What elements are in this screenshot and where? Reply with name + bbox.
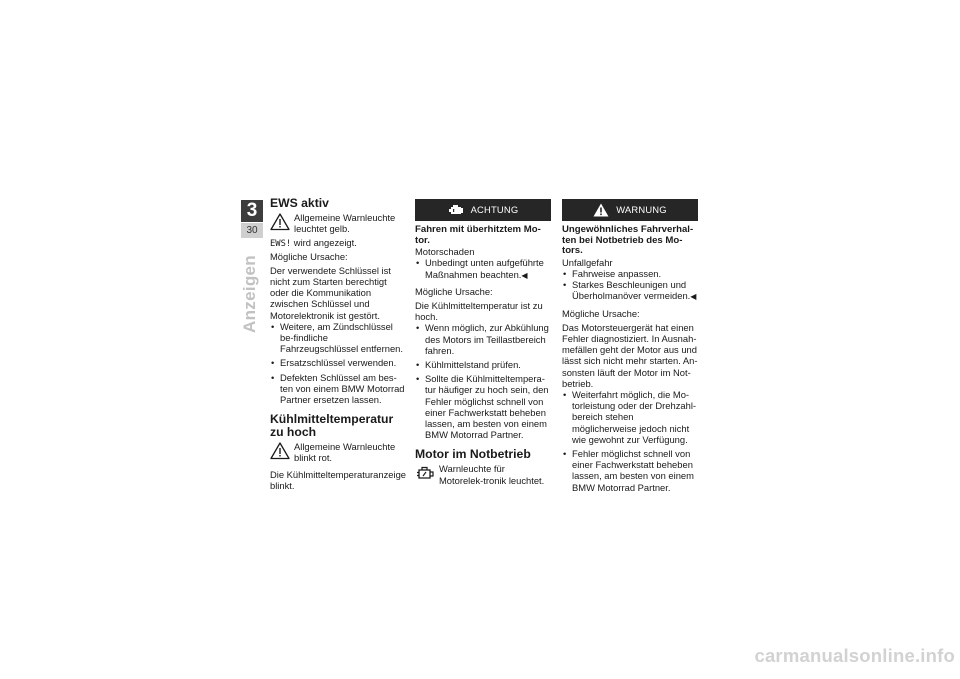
overheat-warning-list: [415, 257, 551, 280]
emergency-mode-heading: Motor im Notbetrieb: [415, 447, 531, 462]
coolant-warning-row: [270, 441, 408, 463]
warning-triangle-icon: [270, 442, 290, 460]
caution-banner: [415, 199, 551, 221]
emergency-bullet-list: [562, 389, 698, 493]
coolant-cause-label: Mögliche Ursache:: [415, 285, 493, 297]
warning-banner: [562, 199, 698, 221]
coolant-icon-text-2: blinkt rot.: [294, 452, 333, 464]
ews-cause-label: Mögliche Ursache:: [270, 250, 348, 262]
chapter-number: 3: [241, 200, 263, 222]
coolant-heading: Kühlmitteltemperatur zu hoch: [270, 412, 394, 440]
engine-electronics-icon: [415, 464, 435, 482]
warning-banner-label: WARNUNG: [616, 204, 667, 216]
ews-display-line: [270, 237, 408, 250]
emergency-warning-sub: Unfallgefahr: [562, 256, 613, 268]
column-3: [562, 199, 698, 493]
overheat-warning-heading: Fahren mit überhitztem Mo-tor.: [415, 224, 541, 246]
ews-display-text: wird angezeigt.: [293, 237, 357, 249]
emergency-cause-text: Das Motorsteuergerät hat einen Fehler diagnostiziert. In Ausnah-mefällen geht der Motor aus und lässt sich nicht mehr starten. An-sonsten läuft der Motor im Not-betrieb.: [562, 321, 698, 389]
end-mark: ◀: [690, 292, 697, 302]
watermark: carmanualsonline.info: [754, 645, 955, 666]
list-item: • Unbedingt unten aufgeführte Maßnahmen beachten.◀: [415, 257, 551, 280]
ews-bullet-list: [270, 321, 408, 405]
emergency-warning-list: [562, 268, 698, 303]
column-1: [270, 197, 408, 491]
end-mark: ◀: [521, 270, 528, 280]
list-item: • Weitere, am Zündschlüssel be-findliche Fahrzeugschlüssel entfernen.: [270, 321, 408, 355]
list-item: • Fahrweise anpassen.: [562, 268, 698, 279]
ews-cause-text: Der verwendete Schlüssel ist nicht zum Starten berechtigt oder die Kommunikation zwischen Schlüssel und Motorelektronik ist gestört.: [270, 264, 391, 321]
ews-warning-row: [270, 212, 408, 234]
engine-caution-icon: [448, 203, 464, 217]
coolant-text: Die Kühlmitteltemperaturanzeige blinkt.: [270, 468, 407, 491]
emergency-cause-label: Mögliche Ursache:: [562, 307, 640, 319]
warning-triangle-icon: [270, 213, 290, 231]
coolant-bullet-list: [415, 322, 551, 440]
coolant-icon-text-1: Allgemeine Warnleuchte: [294, 441, 396, 453]
list-item: • Fehler möglichst schnell von einer Fachwerkstatt beheben lassen, am besten von einem BMW Motorrad Partner.: [562, 448, 698, 493]
list-item: • Weiterfahrt möglich, die Mo-torleistung oder der Drehzahl-bereich stehen möglicherweise jedoch nicht wie gewohnt zur Verfügung.: [562, 389, 698, 445]
overheat-warning-sub: Motorschaden: [415, 246, 475, 258]
page-number: 30: [241, 223, 263, 238]
list-item: • Ersatzschlüssel verwenden.: [270, 357, 408, 368]
ews-display-code: EWS!: [270, 239, 292, 250]
ews-icon-text-2: leuchtet gelb.: [294, 223, 350, 235]
list-item: • Defekten Schlüssel am bes-ten von einem BMW Motorrad Partner ersetzen lassen.: [270, 372, 408, 406]
emergency-icon-text: Warnleuchte für Motorelek-tronik leuchtet.: [439, 463, 545, 486]
caution-banner-label: ACHTUNG: [470, 204, 519, 216]
ews-icon-text-1: Allgemeine Warnleuchte: [294, 212, 396, 223]
coolant-cause-text: Die Kühlmitteltemperatur ist zu hoch.: [415, 300, 543, 323]
list-item: • Wenn möglich, zur Abkühlung des Motors im Teillastbereich fahren.: [415, 322, 551, 356]
emergency-mode-row: [415, 463, 551, 485]
column-2: [415, 199, 551, 487]
emergency-warning-heading: Ungewöhnliches Fahrverhal-ten bei Notbetrieb des Mo-tors.: [562, 224, 694, 257]
warning-triangle-icon: [593, 203, 609, 217]
list-item: • Starkes Beschleunigen und Überholmanöver vermeiden.◀: [562, 279, 698, 302]
ews-heading: EWS aktiv: [270, 196, 329, 210]
chapter-side-label: Anzeigen: [240, 255, 259, 333]
list-item: • Kühlmittelstand prüfen.: [415, 359, 551, 370]
list-item: • Sollte die Kühlmitteltempera-tur häufiger zu hoch sein, den Fehler möglichst schnell von einer Fachwerkstatt beheben lassen, am besten von einem BMW Motorrad Partner.: [415, 373, 551, 440]
